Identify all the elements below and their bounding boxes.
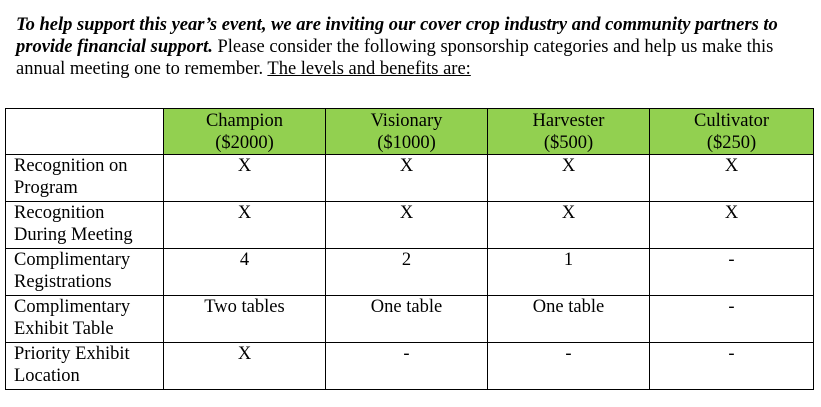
intro-bold-italic: To help support this year’s event, we are inviting our cover crop industry and community partners to provide financial support. bbox=[16, 15, 778, 57]
table-row bbox=[6, 343, 814, 390]
row-label bbox=[6, 343, 164, 390]
level-champion bbox=[164, 109, 326, 155]
table-cell: One table bbox=[326, 296, 488, 343]
table-row bbox=[6, 296, 814, 343]
row-label-line: Location bbox=[14, 366, 80, 386]
row-label bbox=[6, 202, 164, 249]
table-cell: X bbox=[650, 155, 814, 202]
table-row bbox=[6, 249, 814, 296]
level-amount: ($2000) bbox=[215, 133, 274, 153]
level-name: Cultivator bbox=[693, 111, 770, 131]
level-amount: ($1000) bbox=[377, 133, 436, 153]
row-label bbox=[6, 296, 164, 343]
level-name: Champion bbox=[205, 111, 284, 131]
row-label-line: Complimentary bbox=[14, 250, 131, 270]
intro-paragraph bbox=[16, 14, 816, 80]
header-row bbox=[6, 109, 814, 155]
table-cell: - bbox=[650, 296, 814, 343]
table-cell: X bbox=[326, 202, 488, 249]
table-cell: - bbox=[650, 249, 814, 296]
table-cell: - bbox=[326, 343, 488, 390]
intro-normal: Please consider the following sponsorship categories and help us make this annual meeting one to remember. bbox=[16, 37, 774, 79]
table-cell: - bbox=[488, 343, 650, 390]
table-cell: 2 bbox=[326, 249, 488, 296]
row-label-line: During Meeting bbox=[14, 225, 133, 245]
table-cell: X bbox=[326, 155, 488, 202]
level-visionary bbox=[326, 109, 488, 155]
table-cell: X bbox=[650, 202, 814, 249]
row-label-line: Recognition bbox=[14, 203, 105, 223]
sponsorship-table bbox=[5, 108, 814, 390]
table-cell: 4 bbox=[164, 249, 326, 296]
row-label-line: Program bbox=[14, 178, 78, 198]
table-row bbox=[6, 202, 814, 249]
level-cultivator bbox=[650, 109, 814, 155]
table-cell: X bbox=[488, 155, 650, 202]
row-label-line: Recognition on bbox=[14, 156, 128, 176]
row-label bbox=[6, 249, 164, 296]
table-cell: X bbox=[164, 202, 326, 249]
table-cell: 1 bbox=[488, 249, 650, 296]
row-label-line: Priority Exhibit bbox=[14, 344, 130, 364]
table-cell: One table bbox=[488, 296, 650, 343]
level-name: Visionary bbox=[370, 111, 443, 131]
row-label bbox=[6, 155, 164, 202]
table-cell: X bbox=[488, 202, 650, 249]
level-amount: ($250) bbox=[706, 133, 757, 153]
row-label-line: Complimentary bbox=[14, 297, 131, 317]
table-row bbox=[6, 155, 814, 202]
level-name: Harvester bbox=[532, 111, 605, 131]
level-amount: ($500) bbox=[543, 133, 594, 153]
level-harvester bbox=[488, 109, 650, 155]
header-corner-cell bbox=[6, 109, 164, 155]
intro-underlined: The levels and benefits are: bbox=[267, 59, 471, 79]
row-label-line: Exhibit Table bbox=[14, 319, 114, 339]
table-cell: X bbox=[164, 343, 326, 390]
table-cell: X bbox=[164, 155, 326, 202]
table-cell: - bbox=[650, 343, 814, 390]
row-label-line: Registrations bbox=[14, 272, 112, 292]
table-cell: Two tables bbox=[164, 296, 326, 343]
